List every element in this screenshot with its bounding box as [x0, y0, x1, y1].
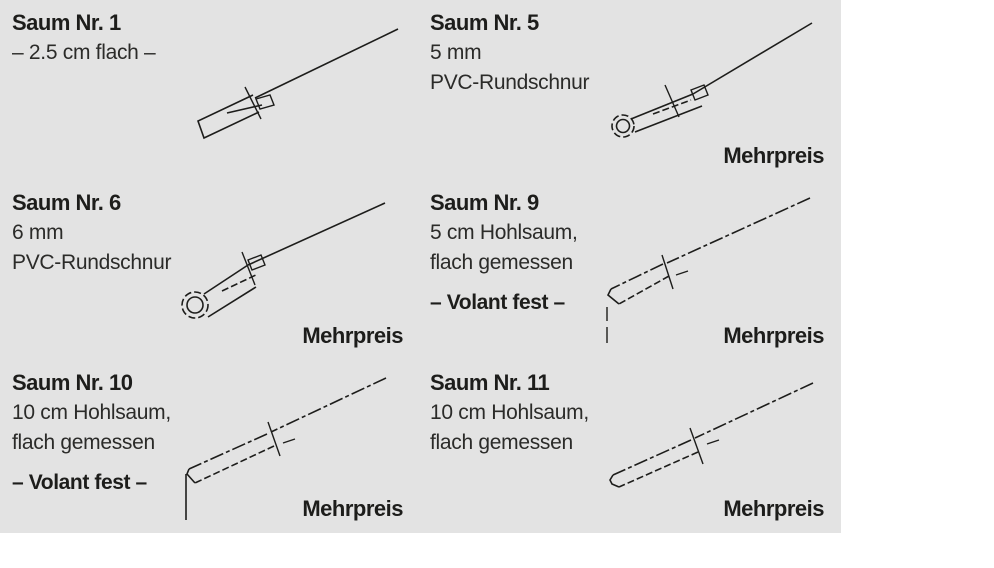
mehrpreis-label: Mehrpreis: [723, 496, 824, 521]
flat-hem-diagram-icon: [185, 12, 410, 147]
panel-line: 5 mm: [430, 41, 482, 64]
panel-line: flach gemessen: [430, 251, 573, 274]
panel-line: 10 cm Hohlsaum,: [430, 401, 589, 424]
panel-line: 5 cm Hohlsaum,: [430, 221, 578, 244]
panel-text: [430, 368, 589, 458]
mehrpreis-label: Mehrpreis: [302, 323, 403, 348]
panel-line: – 2.5 cm flach –: [12, 41, 156, 64]
panel-title: Saum Nr. 1: [12, 10, 121, 35]
panel-text: [12, 8, 155, 68]
hollow-hem-diagram-icon: [595, 370, 820, 495]
panel-saum-5: [420, 0, 841, 180]
mehrpreis-label: Mehrpreis: [723, 143, 824, 168]
panel-text: [12, 188, 171, 278]
panel-saum-9: [420, 180, 841, 360]
panel-line: 10 cm Hohlsaum,: [12, 401, 171, 424]
panel-text: [12, 368, 171, 497]
volant-note: – Volant fest –: [430, 291, 565, 314]
mehrpreis-label: Mehrpreis: [723, 323, 824, 348]
panel-saum-11: [420, 360, 841, 533]
panel-line: PVC-Rundschnur: [430, 71, 590, 94]
panel-title: Saum Nr. 10: [12, 370, 133, 395]
panel-line: flach gemessen: [12, 431, 155, 454]
panel-saum-1: [0, 0, 420, 180]
panel-title: Saum Nr. 6: [12, 190, 121, 215]
panel-title: Saum Nr. 5: [430, 10, 539, 35]
volant-note: – Volant fest –: [12, 471, 147, 494]
panel-saum-10: [0, 360, 420, 533]
panel-line: 6 mm: [12, 221, 64, 244]
pvc-cord-5mm-diagram-icon: [565, 8, 830, 143]
panel-text: [430, 188, 578, 317]
panel-saum-6: [0, 180, 420, 360]
panel-title: Saum Nr. 9: [430, 190, 539, 215]
panel-title: Saum Nr. 11: [430, 370, 550, 395]
panel-line: flach gemessen: [430, 431, 573, 454]
panel-line: PVC-Rundschnur: [12, 251, 172, 274]
mehrpreis-label: Mehrpreis: [302, 496, 403, 521]
pvc-cord-6mm-diagram-icon: [170, 188, 395, 328]
